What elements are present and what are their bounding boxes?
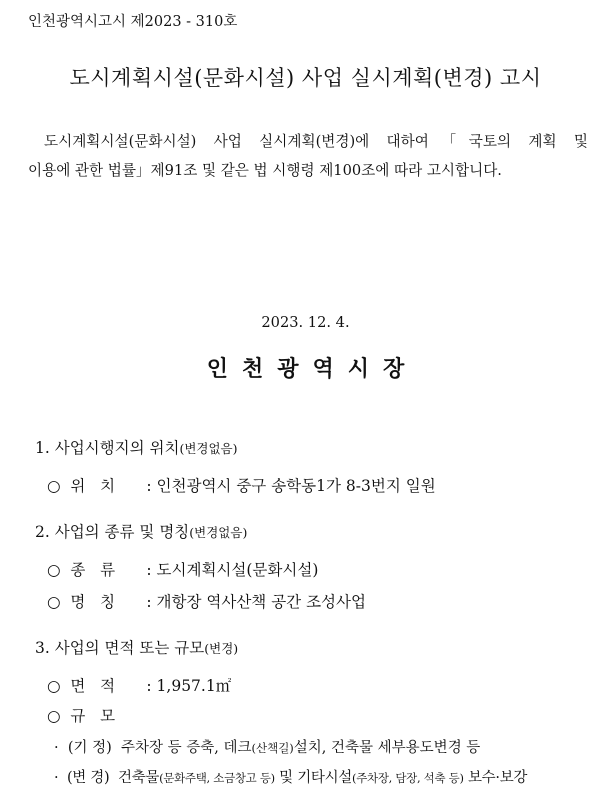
sub-item-note-2: (주차장, 담장, 석축 등) (352, 771, 464, 785)
item-label: 면 적 (70, 677, 116, 695)
bullet-circle: ○ (47, 707, 61, 725)
item-value: : 도시계획시설(문화시설) (146, 561, 319, 579)
sub-item-text-2: 설치, 건축물 세부용도변경 등 (293, 740, 481, 756)
bullet-dot: · (54, 740, 59, 756)
section-title: 3. 사업의 면적 또는 규모 (35, 639, 205, 657)
section-1-item-location (47, 474, 436, 496)
notice-number: 인천광역시고시 제2023 - 310호 (28, 14, 238, 30)
sub-item-text: 건축물 (118, 770, 160, 786)
item-value: : 인천광역시 중구 송학동1가 8-3번지 일원 (146, 477, 436, 495)
section-note: (변경없음) (189, 525, 248, 540)
scale-sub-item-changed (54, 766, 527, 787)
bullet-dot: · (54, 770, 59, 786)
section-note: (변경) (204, 641, 239, 656)
section-3-item-area (47, 674, 231, 696)
section-2-item-name (47, 590, 366, 612)
sub-item-text-2: 및 기타시설 (279, 770, 353, 786)
section-2-item-type (47, 558, 318, 580)
item-label: 명 칭 (70, 593, 116, 611)
sub-item-label: (기 정) (67, 740, 112, 756)
issuing-authority: 인천광역시장 (206, 356, 419, 382)
section-note: (변경없음) (179, 441, 238, 456)
bullet-circle: ○ (47, 561, 61, 579)
notice-date: 2023. 12. 4. (261, 314, 350, 331)
section-title: 1. 사업시행지의 위치 (35, 439, 180, 457)
sub-item-text-3: 보수·보강 (467, 770, 528, 786)
sub-item-note: (문화주택, 소금창고 등) (159, 771, 275, 785)
document-title: 도시계획시설(문화시설) 사업 실시계획(변경) 고시 (69, 66, 542, 90)
sub-item-note: (산책길) (251, 741, 294, 755)
section-3-item-scale (47, 704, 146, 726)
section-3-heading (35, 636, 238, 658)
item-label: 규 모 (70, 707, 116, 725)
item-label: 위 치 (70, 477, 116, 495)
item-value: : 1,957.1㎡ (146, 677, 232, 695)
section-title: 2. 사업의 종류 및 명칭 (35, 523, 190, 541)
scale-sub-item-existing (54, 736, 480, 757)
section-2-heading (35, 520, 247, 542)
intro-paragraph-line-1: 도시계획시설(문화시설) 사업 실시계획(변경)에 대하여「국토의 계획 및 (44, 133, 588, 150)
section-1-heading (35, 436, 238, 458)
bullet-circle: ○ (47, 477, 61, 495)
item-value: : 개항장 역사산책 공간 조성사업 (146, 593, 366, 611)
item-label: 종 류 (70, 561, 116, 579)
bullet-circle: ○ (47, 677, 61, 695)
sub-item-label: (변 경) (66, 770, 110, 786)
sub-item-text: 주차장 등 증축, 데크 (120, 740, 252, 756)
intro-paragraph-line-2: 이용에 관한 법률」제91조 및 같은 법 시행령 제100조에 따라 고시합니다. (28, 162, 502, 179)
bullet-circle: ○ (47, 593, 61, 611)
